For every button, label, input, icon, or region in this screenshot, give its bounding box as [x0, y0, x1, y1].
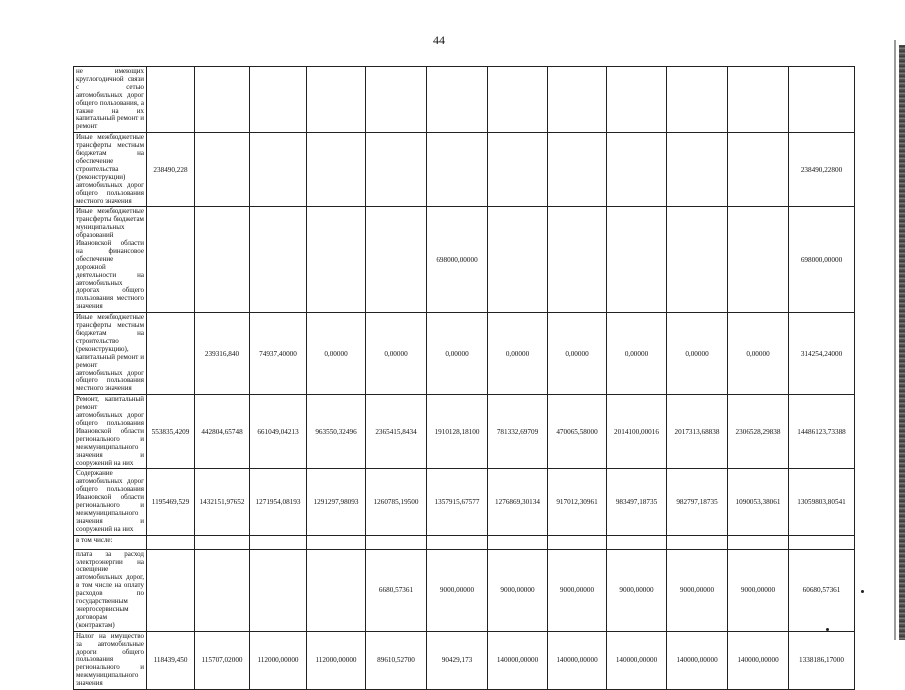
- value-cell: 9000,00000: [488, 549, 548, 631]
- table-row: [74, 469, 855, 535]
- value-cell: 2306528,29838: [728, 395, 789, 469]
- value-cell: [195, 207, 250, 313]
- value-cell: [488, 133, 548, 207]
- value-cell: [667, 207, 728, 313]
- value-cell: [488, 67, 548, 133]
- value-cell: 1291297,98093: [307, 469, 366, 535]
- value-cell: 90429,173: [427, 631, 488, 689]
- value-cell: 2365415,8434: [366, 395, 427, 469]
- scan-speck: [861, 590, 864, 593]
- row-description: не имеющих круглогодичной связи с сетью автомобильных дорог общего пользования, а также на их капитальный ремонт и ремонт: [74, 67, 147, 133]
- value-cell: 112000,00000: [307, 631, 366, 689]
- value-cell: [195, 549, 250, 631]
- total-cell: [789, 67, 855, 133]
- value-cell: 553835,4209: [147, 395, 195, 469]
- value-cell: 9000,00000: [607, 549, 667, 631]
- value-cell: [195, 535, 250, 549]
- value-cell: [366, 207, 427, 313]
- value-cell: [147, 207, 195, 313]
- value-cell: 140000,00000: [728, 631, 789, 689]
- value-cell: 0,00000: [307, 313, 366, 395]
- value-cell: 2014100,00016: [607, 395, 667, 469]
- value-cell: [195, 133, 250, 207]
- value-cell: [147, 549, 195, 631]
- value-cell: [728, 133, 789, 207]
- total-cell: 13059803,80541: [789, 469, 855, 535]
- value-cell: 140000,00000: [548, 631, 607, 689]
- total-cell: 314254,24000: [789, 313, 855, 395]
- value-cell: [250, 67, 307, 133]
- value-cell: [250, 549, 307, 631]
- value-cell: 963550,32496: [307, 395, 366, 469]
- value-cell: 239316,840: [195, 313, 250, 395]
- value-cell: [488, 535, 548, 549]
- total-cell: 698000,00000: [789, 207, 855, 313]
- value-cell: [548, 133, 607, 207]
- value-cell: [250, 207, 307, 313]
- value-cell: [607, 67, 667, 133]
- value-cell: [548, 535, 607, 549]
- value-cell: 0,00000: [667, 313, 728, 395]
- value-cell: [427, 133, 488, 207]
- value-cell: [366, 133, 427, 207]
- value-cell: 1432151,97652: [195, 469, 250, 535]
- total-cell: 60680,57361: [789, 549, 855, 631]
- budget-table: [73, 66, 855, 690]
- value-cell: [548, 207, 607, 313]
- value-cell: 0,00000: [548, 313, 607, 395]
- row-description: Иные межбюджетные трансферты местным бюджетам на обеспечение строительства (реконструкции) автомобильных дорог общего пользования местного значения: [74, 133, 147, 207]
- value-cell: 661049,04213: [250, 395, 307, 469]
- table-row: [74, 535, 855, 549]
- value-cell: 2017313,68838: [667, 395, 728, 469]
- value-cell: 238490,228: [147, 133, 195, 207]
- scan-speck: [826, 628, 829, 631]
- value-cell: 0,00000: [728, 313, 789, 395]
- page-number: 44: [433, 33, 445, 47]
- row-description: Иные межбюджетные трансферты бюджетам муниципальных образований Ивановской области на финансовое обеспечение дорожной деятельности на автомобильных дорогах общего пользования местного значения: [74, 207, 147, 313]
- value-cell: [147, 67, 195, 133]
- value-cell: 0,00000: [427, 313, 488, 395]
- value-cell: 781332,69709: [488, 395, 548, 469]
- value-cell: 140000,00000: [667, 631, 728, 689]
- value-cell: 1276869,30134: [488, 469, 548, 535]
- value-cell: 1260785,19500: [366, 469, 427, 535]
- value-cell: 917012,30961: [548, 469, 607, 535]
- value-cell: 0,00000: [488, 313, 548, 395]
- value-cell: 9000,00000: [667, 549, 728, 631]
- table-row: [74, 395, 855, 469]
- value-cell: 9000,00000: [427, 549, 488, 631]
- value-cell: 6680,57361: [366, 549, 427, 631]
- row-description: Содержание автомобильных дорог общего пользования Ивановской области регионального и межмуниципального значения и сооружений на них: [74, 469, 147, 535]
- value-cell: [366, 67, 427, 133]
- row-description: плата за расход электроэнергии на освещение автомобильных дорог, в том числе на оплату расходов по государственным энергосервисным договорам (контрактам): [74, 549, 147, 631]
- value-cell: [667, 535, 728, 549]
- value-cell: 0,00000: [607, 313, 667, 395]
- value-cell: 89610,52700: [366, 631, 427, 689]
- value-cell: [307, 549, 366, 631]
- total-cell: 14486123,73388: [789, 395, 855, 469]
- value-cell: [427, 535, 488, 549]
- value-cell: 1271954,08193: [250, 469, 307, 535]
- table-row: [74, 549, 855, 631]
- value-cell: 9000,00000: [728, 549, 789, 631]
- value-cell: [307, 207, 366, 313]
- value-cell: [607, 535, 667, 549]
- value-cell: [147, 535, 195, 549]
- value-cell: 983497,18735: [607, 469, 667, 535]
- row-description: в том числе:: [74, 535, 147, 549]
- value-cell: [548, 67, 607, 133]
- table-row: [74, 133, 855, 207]
- value-cell: 1910128,18100: [427, 395, 488, 469]
- row-description: Ремонт, капитальный ремонт автомобильных дорог общего пользования Ивановской области регионального и межмуниципального значения и сооружений на них: [74, 395, 147, 469]
- value-cell: [607, 207, 667, 313]
- value-cell: [307, 67, 366, 133]
- value-cell: 698000,00000: [427, 207, 488, 313]
- value-cell: 982797,18735: [667, 469, 728, 535]
- value-cell: [250, 535, 307, 549]
- total-cell: [789, 535, 855, 549]
- value-cell: [427, 67, 488, 133]
- table-row: [74, 313, 855, 395]
- value-cell: 140000,00000: [488, 631, 548, 689]
- row-description: Иные межбюджетные трансферты местным бюджетам на строительство (реконструкцию), капитальный ремонт и ремонт автомобильных дорог общего пользования местного значения: [74, 313, 147, 395]
- total-cell: 1338186,17000: [789, 631, 855, 689]
- value-cell: 442804,65748: [195, 395, 250, 469]
- value-cell: [147, 313, 195, 395]
- value-cell: 1090053,38061: [728, 469, 789, 535]
- value-cell: [728, 67, 789, 133]
- table-row: [74, 67, 855, 133]
- value-cell: [667, 133, 728, 207]
- value-cell: 112000,00000: [250, 631, 307, 689]
- value-cell: 74937,40000: [250, 313, 307, 395]
- value-cell: 115707,02000: [195, 631, 250, 689]
- table-row: [74, 207, 855, 313]
- value-cell: [250, 133, 307, 207]
- value-cell: [607, 133, 667, 207]
- value-cell: 118439,450: [147, 631, 195, 689]
- value-cell: [195, 67, 250, 133]
- value-cell: [307, 535, 366, 549]
- value-cell: [667, 67, 728, 133]
- row-description: Налог на имущество за автомобильные дороги общего пользования регионального и межмуниципального значения: [74, 631, 147, 689]
- value-cell: 140000,00000: [607, 631, 667, 689]
- scan-edge-line: [894, 40, 896, 640]
- value-cell: [488, 207, 548, 313]
- scan-edge-shadow: [899, 45, 905, 640]
- value-cell: [307, 133, 366, 207]
- value-cell: [366, 535, 427, 549]
- total-cell: 238490,22800: [789, 133, 855, 207]
- value-cell: 1195469,529: [147, 469, 195, 535]
- value-cell: [728, 535, 789, 549]
- value-cell: [728, 207, 789, 313]
- value-cell: 470065,58000: [548, 395, 607, 469]
- value-cell: 0,00000: [366, 313, 427, 395]
- value-cell: 1357915,67577: [427, 469, 488, 535]
- value-cell: 9000,00000: [548, 549, 607, 631]
